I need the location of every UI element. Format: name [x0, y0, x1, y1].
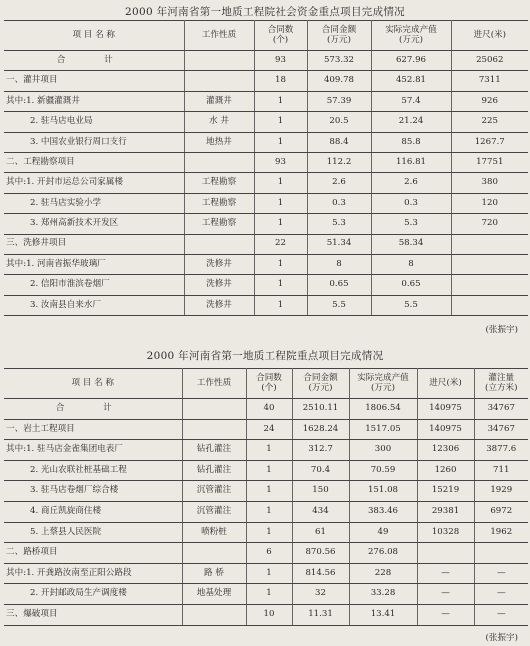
value-cell [417, 543, 474, 564]
value-cell: — [417, 604, 474, 625]
value-cell: 水 井 [184, 112, 254, 132]
value-cell: 7311 [451, 71, 528, 91]
value-cell: 1 [254, 275, 307, 295]
value-cell: 1 [254, 91, 307, 111]
table1-row [4, 214, 528, 234]
table1-header-5: 进尺(米) [451, 21, 528, 51]
table2 [4, 368, 528, 626]
value-cell: 116.81 [371, 152, 451, 172]
value-cell: 1 [246, 522, 292, 543]
value-cell: 1 [254, 295, 307, 315]
value-cell: 51.34 [307, 234, 371, 254]
table1-row [4, 173, 528, 193]
table1-row [4, 193, 528, 213]
value-cell: 15219 [417, 481, 474, 502]
value-cell: 25062 [451, 51, 528, 71]
value-cell: 1 [246, 460, 292, 481]
value-cell: 0.3 [307, 193, 371, 213]
table1-header-4: 实际完成产值 (万元) [371, 21, 451, 51]
table1-header-1: 工作性质 [184, 21, 254, 51]
table2-row [4, 419, 528, 440]
value-cell: 57.39 [307, 91, 371, 111]
value-cell: 434 [292, 501, 349, 522]
item-name-cell: 5. 上蔡县人民医院 [4, 522, 182, 543]
value-cell: 225 [451, 112, 528, 132]
value-cell: 1 [254, 132, 307, 152]
table2-header-0: 项 目 名 称 [4, 369, 182, 399]
value-cell: 1806.54 [349, 399, 417, 420]
value-cell: 钻孔灌注 [182, 440, 246, 461]
value-cell: 88.4 [307, 132, 371, 152]
value-cell: 49 [349, 522, 417, 543]
value-cell: 1628.24 [292, 419, 349, 440]
item-name-cell: 4. 商丘凯旋商住楼 [4, 501, 182, 522]
value-cell: 5.5 [371, 295, 451, 315]
value-cell: 1 [254, 214, 307, 234]
value-cell: 地基处理 [182, 584, 246, 605]
value-cell: 1 [246, 584, 292, 605]
value-cell: 沉管灌注 [182, 481, 246, 502]
value-cell: 720 [451, 214, 528, 234]
table2-row [4, 584, 528, 605]
table1-row [4, 234, 528, 254]
value-cell: 8 [371, 254, 451, 274]
value-cell: — [417, 584, 474, 605]
table1-row [4, 152, 528, 172]
value-cell: 1929 [474, 481, 528, 502]
value-cell: 工程勘察 [184, 193, 254, 213]
value-cell: 5.3 [307, 214, 371, 234]
value-cell: 40 [246, 399, 292, 420]
value-cell: 24 [246, 419, 292, 440]
value-cell: 1 [246, 563, 292, 584]
value-cell: 870.56 [292, 543, 349, 564]
value-cell: 573.32 [307, 51, 371, 71]
value-cell [184, 51, 254, 71]
item-name-cell: 2. 开封邮政局生产调度楼 [4, 584, 182, 605]
table1-header-row [4, 21, 528, 51]
value-cell [184, 71, 254, 91]
item-name-cell: 其中:1. 驻马店金雀集团电表厂 [4, 440, 182, 461]
table2-title: 2000 年河南省第一地质工程院重点项目完成情况 [146, 350, 384, 362]
value-cell: — [417, 563, 474, 584]
value-cell: 2.6 [371, 173, 451, 193]
value-cell: 1962 [474, 522, 528, 543]
table1-row [4, 71, 528, 91]
value-cell [451, 234, 528, 254]
table2-header-1: 工作性质 [182, 369, 246, 399]
table1 [4, 20, 528, 316]
value-cell: 70.59 [349, 460, 417, 481]
table2-row [4, 481, 528, 502]
value-cell: 2510.11 [292, 399, 349, 420]
item-name-cell: 2. 驻马店电业局 [4, 112, 184, 132]
item-name-cell: 一、灌井项目 [4, 71, 184, 91]
value-cell: 34767 [474, 419, 528, 440]
table2-row [4, 440, 528, 461]
table2-row [4, 460, 528, 481]
value-cell: 2.6 [307, 173, 371, 193]
value-cell: 452.81 [371, 71, 451, 91]
value-cell: 10 [246, 604, 292, 625]
value-cell: 61 [292, 522, 349, 543]
value-cell: 276.08 [349, 543, 417, 564]
table2-header-6: 灌注量 (立方米) [474, 369, 528, 399]
table2-header-4: 实际完成产值 (万元) [349, 369, 417, 399]
value-cell [451, 254, 528, 274]
value-cell: 1 [254, 193, 307, 213]
value-cell: 0.65 [307, 275, 371, 295]
value-cell: 0.3 [371, 193, 451, 213]
item-name-cell: 2. 驻马店实验小学 [4, 193, 184, 213]
value-cell: 627.96 [371, 51, 451, 71]
value-cell: 8 [307, 254, 371, 274]
value-cell: 洗修井 [184, 275, 254, 295]
table2-author: (张振宇) [485, 633, 518, 643]
item-name-cell: 3. 中国农业银行周口支行 [4, 132, 184, 152]
value-cell: 钻孔灌注 [182, 460, 246, 481]
value-cell: 926 [451, 91, 528, 111]
table2-header-5: 进尺(米) [417, 369, 474, 399]
item-name-cell: 其中:1. 河南省振华玻璃厂 [4, 254, 184, 274]
value-cell: 1 [254, 173, 307, 193]
table2-row [4, 563, 528, 584]
item-name-cell: 三、爆破项目 [4, 604, 182, 625]
value-cell: 洗修井 [184, 295, 254, 315]
value-cell: 57.4 [371, 91, 451, 111]
value-cell: 140975 [417, 399, 474, 420]
value-cell: 70.4 [292, 460, 349, 481]
table1-row [4, 112, 528, 132]
value-cell: 12306 [417, 440, 474, 461]
table1-row [4, 254, 528, 274]
value-cell: 工程勘察 [184, 173, 254, 193]
value-cell: 路 桥 [182, 563, 246, 584]
value-cell: 地热井 [184, 132, 254, 152]
value-cell [182, 419, 246, 440]
item-name-cell: 三、洗修井项目 [4, 234, 184, 254]
value-cell: 13.41 [349, 604, 417, 625]
value-cell: 93 [254, 51, 307, 71]
value-cell: 300 [349, 440, 417, 461]
table2-row [4, 399, 528, 420]
value-cell: 58.34 [371, 234, 451, 254]
item-name-cell: 3. 驻马店卷烟厂综合楼 [4, 481, 182, 502]
value-cell: 409.78 [307, 71, 371, 91]
table2-row [4, 543, 528, 564]
value-cell: 711 [474, 460, 528, 481]
value-cell: 0.65 [371, 275, 451, 295]
value-cell: 1267.7 [451, 132, 528, 152]
value-cell: 11.31 [292, 604, 349, 625]
value-cell: 32 [292, 584, 349, 605]
value-cell: 18 [254, 71, 307, 91]
item-name-cell: 二、工程勘察项目 [4, 152, 184, 172]
value-cell [182, 399, 246, 420]
value-cell: 120 [451, 193, 528, 213]
value-cell: 150 [292, 481, 349, 502]
table1-row [4, 91, 528, 111]
value-cell: 6972 [474, 501, 528, 522]
item-name-cell: 3. 郑州高新技术开发区 [4, 214, 184, 234]
value-cell: 10328 [417, 522, 474, 543]
value-cell: 灌溉井 [184, 91, 254, 111]
table2-row [4, 604, 528, 625]
table2-row [4, 522, 528, 543]
item-name-cell: 其中:1. 开龚路汝南至正阳公路段 [4, 563, 182, 584]
value-cell: — [474, 584, 528, 605]
value-cell: 312.7 [292, 440, 349, 461]
value-cell: 17751 [451, 152, 528, 172]
value-cell: 1260 [417, 460, 474, 481]
value-cell: 34767 [474, 399, 528, 420]
value-cell: 喷粉桩 [182, 522, 246, 543]
value-cell: 85.8 [371, 132, 451, 152]
value-cell [184, 234, 254, 254]
value-cell: 6 [246, 543, 292, 564]
value-cell: 228 [349, 563, 417, 584]
value-cell: 29381 [417, 501, 474, 522]
table2-header-3: 合同金额 (万元) [292, 369, 349, 399]
table1-row [4, 51, 528, 71]
item-name-cell: 2. 光山农联社桩基础工程 [4, 460, 182, 481]
value-cell [182, 604, 246, 625]
table1-header-3: 合同金额 (万元) [307, 21, 371, 51]
table1-row [4, 132, 528, 152]
value-cell: 814.56 [292, 563, 349, 584]
value-cell: 1 [246, 481, 292, 502]
value-cell: 1 [254, 254, 307, 274]
item-name-cell: 3. 汝南县自来水厂 [4, 295, 184, 315]
value-cell: 5.5 [307, 295, 371, 315]
value-cell: — [474, 563, 528, 584]
value-cell: 151.08 [349, 481, 417, 502]
value-cell: 93 [254, 152, 307, 172]
table2-header-row [4, 369, 528, 399]
value-cell [474, 543, 528, 564]
value-cell: — [474, 604, 528, 625]
table1-author: (张振宇) [485, 325, 518, 335]
table1-row [4, 295, 528, 315]
item-name-cell: 合 计 [4, 51, 184, 71]
value-cell: 383.46 [349, 501, 417, 522]
value-cell: 33.28 [349, 584, 417, 605]
item-name-cell: 其中:1. 新疆灌溉井 [4, 91, 184, 111]
value-cell: 112.2 [307, 152, 371, 172]
value-cell: 1 [246, 501, 292, 522]
table1-row [4, 275, 528, 295]
item-name-cell: 合 计 [4, 399, 182, 420]
table1-header-0: 项 目 名 称 [4, 21, 184, 51]
value-cell: 5.3 [371, 214, 451, 234]
item-name-cell: 二、路桥项目 [4, 543, 182, 564]
value-cell: 20.5 [307, 112, 371, 132]
value-cell: 1 [254, 112, 307, 132]
value-cell: 21.24 [371, 112, 451, 132]
item-name-cell: 其中:1. 开封市运总公司家属楼 [4, 173, 184, 193]
value-cell [451, 275, 528, 295]
value-cell: 1517.05 [349, 419, 417, 440]
table2-row [4, 501, 528, 522]
table1-title: 2000 年河南省第一地质工程院社会资金重点项目完成情况 [125, 6, 405, 18]
value-cell: 工程勘察 [184, 214, 254, 234]
value-cell [184, 152, 254, 172]
table2-header-2: 合同数 (个) [246, 369, 292, 399]
item-name-cell: 一、岩土工程项目 [4, 419, 182, 440]
value-cell [182, 543, 246, 564]
value-cell: 沉管灌注 [182, 501, 246, 522]
value-cell: 3877.6 [474, 440, 528, 461]
value-cell: 140975 [417, 419, 474, 440]
value-cell: 22 [254, 234, 307, 254]
item-name-cell: 2. 信阳市淮滨卷烟厂 [4, 275, 184, 295]
value-cell: 1 [246, 440, 292, 461]
value-cell [451, 295, 528, 315]
table1-header-2: 合同数 (个) [254, 21, 307, 51]
value-cell: 380 [451, 173, 528, 193]
value-cell: 洗修井 [184, 254, 254, 274]
